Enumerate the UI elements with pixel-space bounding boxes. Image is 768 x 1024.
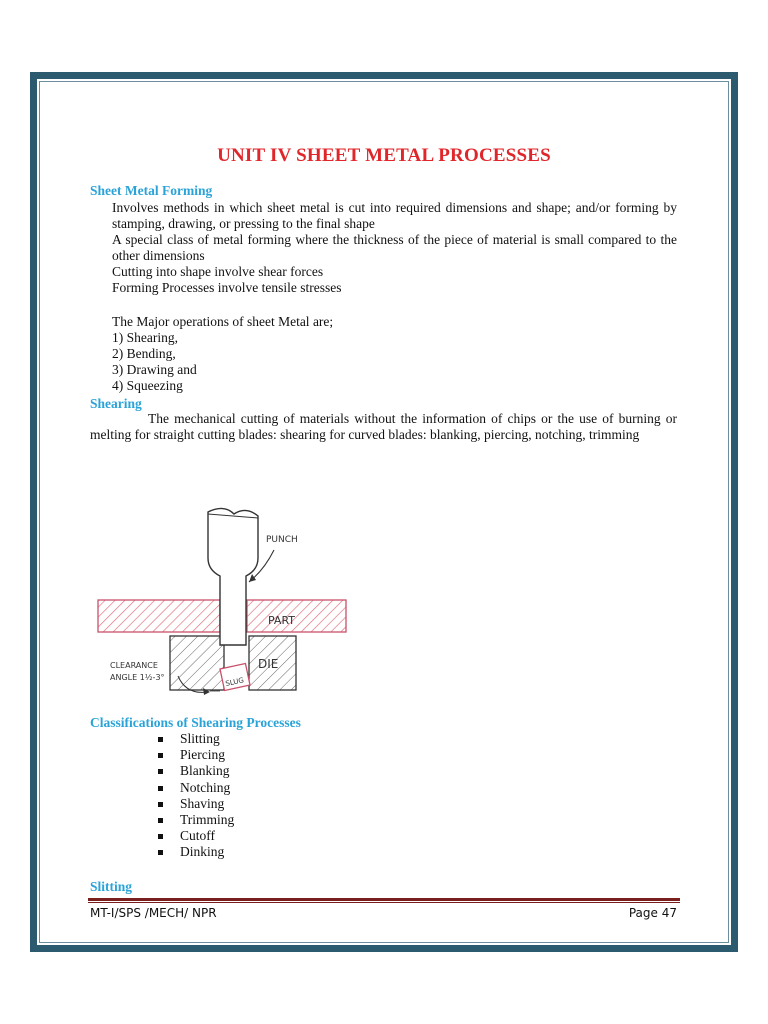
label-slug: SLUG: [224, 676, 245, 688]
operation-item: 2) Bending,: [112, 346, 176, 361]
operation-item: 4) Squeezing: [112, 378, 183, 393]
label-clearance-2: ANGLE 1½-3°: [110, 673, 165, 682]
label-part: PART: [268, 614, 296, 627]
label-clearance-1: CLEARANCE: [110, 661, 158, 670]
bullet-square-icon: [158, 769, 163, 774]
label-punch: PUNCH: [266, 535, 298, 545]
bullet-square-icon: [158, 850, 163, 855]
shearing-paragraph: The mechanical cutting of materials without the information of chips or the use of burning or melting for straight cutting blades: shearing for curved blades: blanking, piercing, notching, trimming: [90, 411, 677, 442]
bullet-square-icon: [158, 753, 163, 758]
page-title: UNIT IV SHEET METAL PROCESSES: [217, 145, 551, 166]
list-item: Cutoff: [158, 828, 234, 844]
heading-shearing: Shearing: [90, 396, 142, 411]
list-item: Slitting: [158, 731, 234, 747]
footer-rule: [88, 898, 680, 901]
footer-rule-thin: [88, 902, 680, 903]
paragraph-3: Cutting into shape involve shear forces: [112, 264, 324, 279]
list-item: Dinking: [158, 844, 234, 860]
list-item: Blanking: [158, 763, 234, 779]
heading-sheet-metal-forming: Sheet Metal Forming: [90, 183, 213, 198]
heading-slitting: Slitting: [90, 879, 133, 894]
punch-arrowhead: [249, 574, 256, 582]
paragraph-4: Forming Processes involve tensile stresses: [112, 280, 342, 295]
bullet-square-icon: [158, 834, 163, 839]
list-item: Piercing: [158, 747, 234, 763]
paragraph-2: A special class of metal forming where the thickness of the piece of material is small compared to the other dimensions: [112, 232, 677, 263]
paragraph-1: Involves methods in which sheet metal is cut into required dimensions and shape; and/or forming by stamping, drawing, or pressing to the final shape: [112, 200, 677, 231]
bullet-square-icon: [158, 818, 163, 823]
list-item: Notching: [158, 780, 234, 796]
shearing-diagram: [96, 500, 356, 700]
bullet-square-icon: [158, 737, 163, 742]
operation-item: 1) Shearing,: [112, 330, 178, 345]
list-item: Trimming: [158, 812, 234, 828]
list-item: Shaving: [158, 796, 234, 812]
operations-intro: The Major operations of sheet Metal are;: [112, 314, 334, 329]
bullet-square-icon: [158, 786, 163, 791]
operation-item: 3) Drawing and: [112, 362, 197, 377]
footer-page-number: Page 47: [628, 906, 677, 920]
heading-classifications: Classifications of Shearing Processes: [90, 715, 301, 730]
bullet-square-icon: [158, 802, 163, 807]
label-die: DIE: [258, 657, 279, 671]
shearing-process-list: [158, 731, 234, 861]
footer-course-code: MT-I/SPS /MECH/ NPR: [90, 906, 217, 920]
